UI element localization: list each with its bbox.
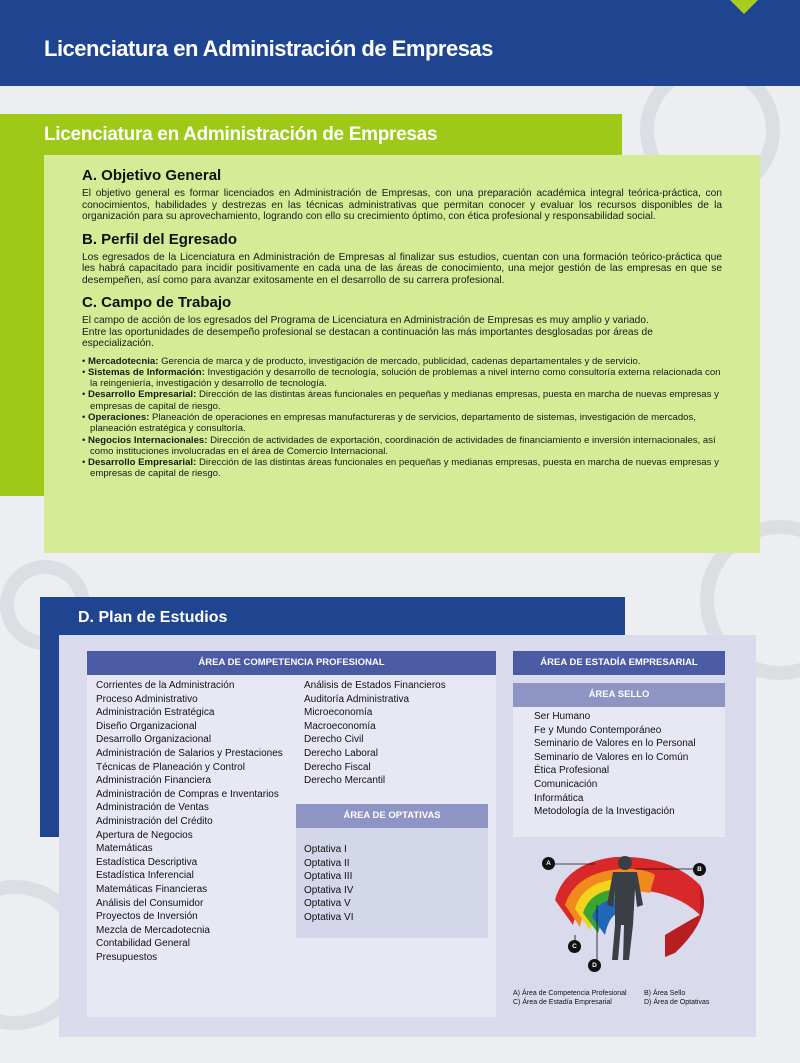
list-item: Matemáticas: [96, 843, 153, 855]
list-item: • Sistemas de Información: Investigación y desarrollo de tecnología, solución de problemas a nivel interno como consultoría externa relacionada con la reingeniería, investigación y desarrollo de tecnología.: [82, 366, 721, 390]
plan-title: D. Plan de Estudios: [78, 609, 228, 626]
list-item: Corrientes de la Administración: [96, 680, 235, 691]
list-item-desc: Gerencia de marca y de producto, investigación de mercado, publicidad, cadenas departamentales y de servicio.: [158, 355, 641, 367]
list-item-term: Desarrollo Empresarial:: [88, 389, 197, 401]
list-item-term: Desarrollo Empresarial:: [88, 457, 197, 469]
green-accent-bar: [0, 156, 46, 496]
list-item: Estadística Inferencial: [96, 870, 194, 882]
list-item: Optativa III: [304, 871, 353, 883]
page-title: Licenciatura en Administración de Empresas: [44, 36, 493, 61]
list-item: Administración Financiera: [96, 775, 212, 787]
list-item: Proceso Administrativo: [96, 693, 198, 705]
diagram-label-b: B: [693, 863, 706, 876]
list-item: Administración de Ventas: [96, 802, 209, 814]
list-item: Desarrollo Organizacional: [96, 734, 212, 746]
list-item: • Desarrollo Empresarial: Dirección de las distintas áreas funcionales en pequeñas y medianas empresas, puesta en marcha de nuevas empresas y empresas de capital de riesgo.: [82, 389, 719, 412]
perfil-text: Los egresados de la Licenciatura en Administración de Empresas al finalizar sus estudios, cuentan con una formación teórico-práctica que les habrá capacitado para incidir positivamente en cada una de las áreas de conocimiento, una mejor gestión de las empresas en que se desempeñen, así como para avanzar exitosamente en el desarrollo de su carrera profesional.: [82, 251, 722, 286]
list-item-term: Negocios Internacionales:: [88, 434, 208, 446]
diagram-legend-a: A) Área de Competencia Profesional: [513, 990, 627, 997]
list-item: • Desarrollo Empresarial: Dirección de las distintas áreas funcionales en pequeñas y medianas empresas, puesta en marcha de nuevas empresas y empresas de capital de riesgo.: [82, 457, 719, 480]
campo-list: [82, 356, 722, 480]
list-item-term: Sistemas de Información:: [88, 366, 205, 378]
program-description-box: [44, 155, 760, 553]
campo-intro-line-1: El campo de acción de los egresados del Programa de Licenciatura en Administración de Empresas es muy amplio y variado.: [82, 315, 649, 326]
list-item: Estadística Descriptiva: [96, 856, 198, 868]
list-item: Proyectos de Inversión: [96, 911, 198, 923]
list-item-term: Operaciones:: [88, 411, 150, 423]
list-item-desc: Dirección de actividades de exportación, coordinación de actividades de financiamiento e inversión internacionales, así como instituciones involucradas en el área de Comercio Internacional.: [90, 434, 716, 457]
list-item: Administración Estratégica: [96, 707, 215, 719]
list-item-desc: Investigación y desarrollo de tecnología, solución de problemas a nivel interno como consultoría externa relacionada con la reingeniería, investigación y desarrollo de tecnología.: [90, 366, 721, 390]
list-item: • Mercadotecnia: Gerencia de marca y de producto, investigación de mercado, publicidad, cadenas departamentales y de servicio.: [82, 355, 641, 367]
list-item: Seminario de Valores en lo Personal: [534, 738, 696, 750]
corner-triangle: [730, 0, 758, 14]
list-item: Mezcla de Mercadotecnia: [96, 924, 210, 936]
list-item: Auditoría Administrativa: [304, 693, 410, 705]
list-item: Contabilidad General: [96, 938, 190, 950]
perfil-heading: B. Perfil del Egresado: [82, 230, 238, 248]
list-item: Análisis del Consumidor: [96, 897, 204, 909]
campo-intro: [82, 315, 722, 350]
section-title-band: [0, 114, 622, 156]
diagram-label-c: C: [568, 940, 581, 953]
list-item: • Operaciones: Planeación de operaciones en empresas manufactureras y de servicios, departamento de sistemas, investigación de mercados, planeación estratégica y consultoría.: [82, 411, 696, 435]
top-header-bar: [0, 0, 800, 86]
section-title: Licenciatura en Administración de Empresas: [44, 124, 438, 145]
list-item-desc: Dirección de las distintas áreas funcionales en pequeñas y medianas empresas, puesta en marcha de nuevas empresas y empresas de capital de riesgo.: [90, 389, 719, 412]
objetivo-heading: A. Objetivo General: [82, 167, 222, 184]
list-item: Administración de Compras e Inventarios: [96, 788, 279, 800]
list-item: Informática: [534, 792, 584, 804]
list-item: Ser Humano: [534, 711, 591, 722]
list-item-term: Mercadotecnia:: [88, 355, 159, 367]
list-item: Microeconomía: [304, 707, 373, 719]
list-item: Análisis de Estados Financieros: [304, 680, 446, 691]
list-item: Metodología de la Investigación: [534, 806, 675, 818]
list-item: Macroeconomía: [304, 720, 376, 732]
list-item: Administración del Crédito: [96, 815, 213, 827]
diagram-legend-c: C) Área de Estadía Empresarial: [513, 999, 612, 1006]
diagram-label-d: D: [588, 959, 601, 972]
list-item: Seminario de Valores en lo Común: [534, 751, 689, 763]
competencia-list-1: [96, 679, 296, 964]
list-item: Apertura de Negocios: [96, 829, 193, 841]
list-item: Comunicación: [534, 778, 598, 790]
list-item: Ética Profesional: [534, 765, 610, 777]
competencia-header: ÁREA DE COMPETENCIA PROFESIONAL: [87, 651, 496, 675]
list-item-desc: Planeación de operaciones en empresas manufactureras y de servicios, departamento de sistemas, investigación de mercados, planeación estratégica y consultoría.: [90, 411, 696, 435]
list-item: Matemáticas Financieras: [96, 883, 208, 895]
diagram-legend-b: B) Área Sello: [644, 990, 686, 997]
list-item: Optativa IV: [304, 884, 354, 896]
list-item: Derecho Fiscal: [304, 761, 371, 773]
list-item: Optativa V: [304, 898, 351, 910]
list-item: Optativa VI: [304, 911, 354, 923]
list-item: Administración de Salarios y Prestaciones: [96, 747, 283, 759]
list-item: Derecho Laboral: [304, 747, 378, 759]
list-item-desc: Dirección de las distintas áreas funcionales en pequeñas y medianas empresas, puesta en marcha de nuevas empresas y empresas de capital de riesgo.: [90, 457, 719, 480]
diagram-legend-d: D) Área de Optativas: [644, 999, 710, 1006]
list-item: Presupuestos: [96, 951, 158, 963]
list-item: • Negocios Internacionales: Dirección de actividades de exportación, coordinación de actividades de financiamiento e inversión internacionales, así como instituciones involucradas en el área de Comercio Internacional.: [82, 434, 716, 457]
list-item: Optativa I: [304, 844, 347, 855]
estadia-header: ÁREA DE ESTADÍA EMPRESARIAL: [513, 651, 725, 675]
sello-header: ÁREA SELLO: [513, 683, 725, 707]
optativas-header: ÁREA DE OPTATIVAS: [296, 804, 488, 828]
list-item: Diseño Organizacional: [96, 720, 197, 732]
campo-intro-line-2: Entre las oportunidades de desempeño profesional se destacan a continuación las más importantes desglosadas por áreas de especialización.: [82, 326, 653, 349]
list-item: Optativa II: [304, 857, 350, 869]
competencia-list-2: [304, 679, 494, 788]
campo-heading: C. Campo de Trabajo: [82, 294, 232, 311]
diagram-label-a: A: [542, 857, 555, 870]
optativas-list: [304, 843, 474, 925]
list-item: Fe y Mundo Contemporáneo: [534, 724, 662, 736]
objetivo-text: El objetivo general es formar licenciados en Administración de Empresas, con una preparación académica integral teórica-práctica, con conocimientos, habilidades y destrezas en las técnicas administrativas que permitan conocer y evaluar los recursos disponibles de la organización para su aprovechamiento, logrando con ello su crecimiento óptimo, con ética profesional y responsabilidad social.: [82, 188, 722, 222]
sello-list: [534, 710, 719, 819]
list-item: Técnicas de Planeación y Control: [96, 761, 245, 773]
list-item: Derecho Mercantil: [304, 775, 386, 787]
list-item: Derecho Civil: [304, 734, 364, 746]
